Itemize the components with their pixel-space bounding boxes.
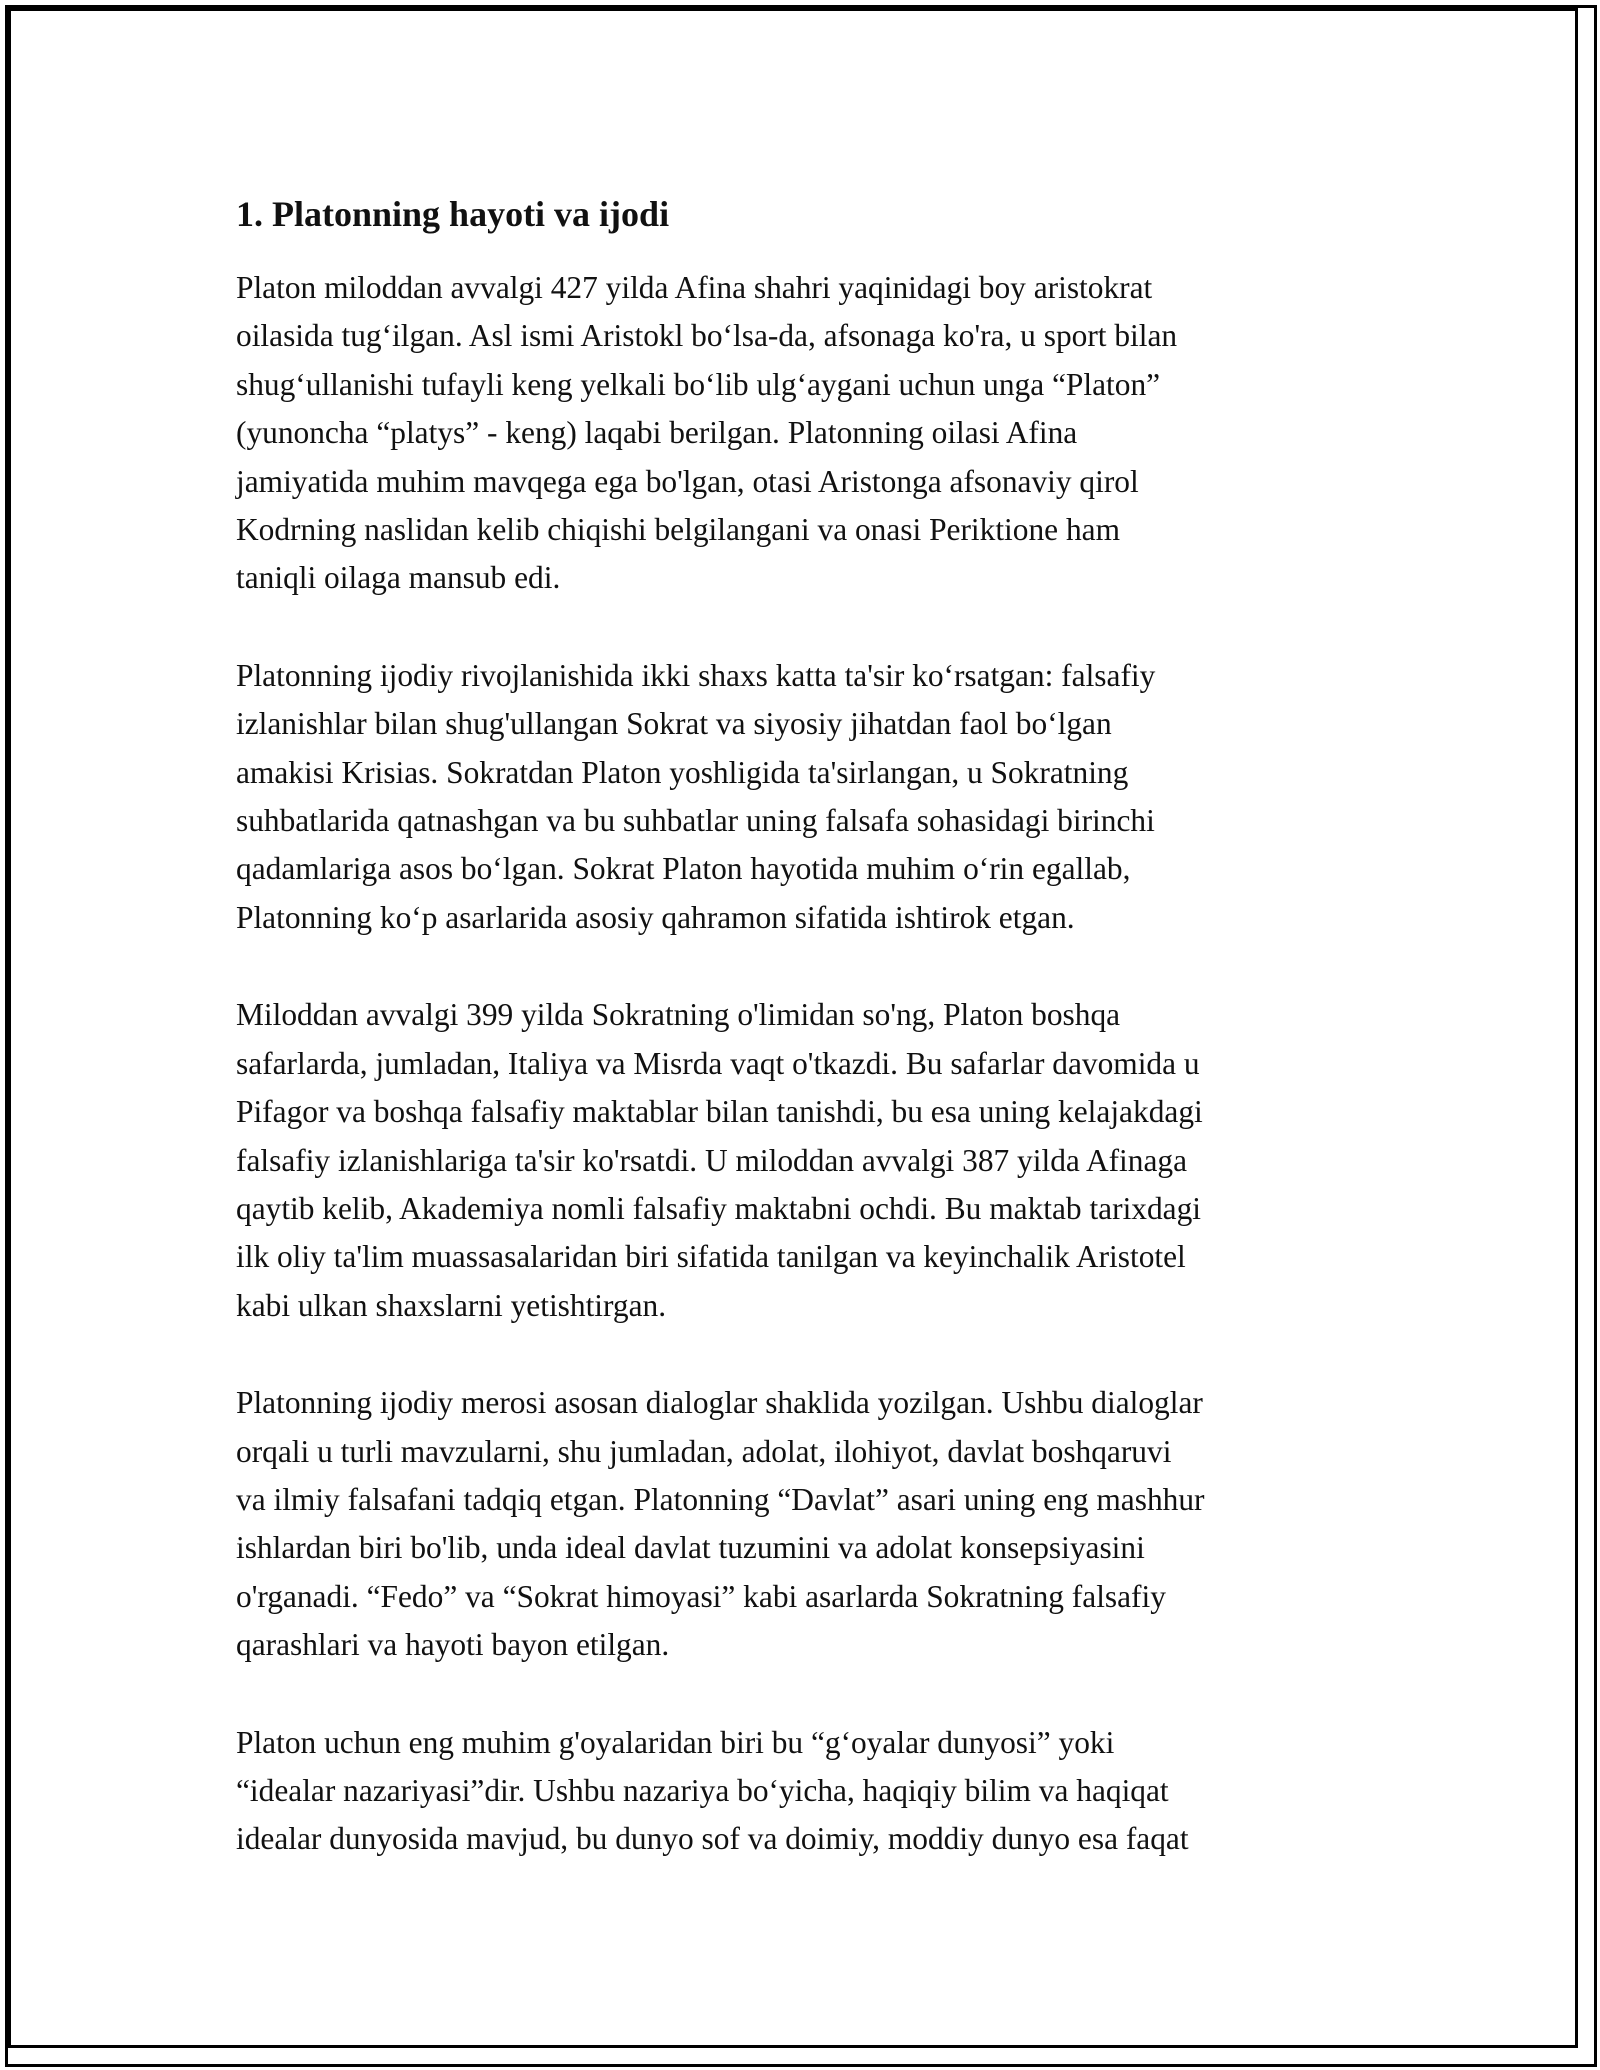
paragraph-2: Platonning ijodiy rivojlanishida ikki shaxs katta ta'sir ko‘rsatgan: falsafiy izlanishlar bilan shug'ullangan Sokrat va siyosiy jihatdan faol bo‘lgan amakisi Krisias. Sokratdan Platon yoshligida ta'sirlangan, u Sokratning suhbatlarida qatnashgan va bu suhbatlar uning falsafa sohasidagi birinchi qadamlariga asos bo‘lgan. Sokrat Platon hayotida muhim o‘rin egallab, Platonning ko‘p asarlarida asosiy qahramon sifatida ishtirok etgan. <box>236 657 1156 935</box>
paragraph-5: Platon uchun eng muhim g'oyalaridan biri bu “g‘oyalar dunyosi” yoki “idealar nazariyasi”dir. Ushbu nazariya bo‘yicha, haqiqiy bilim va haqiqat idealar dunyosida mavjud, bu dunyo sof va doimiy, moddiy dunyo esa faqat <box>236 1724 1189 1857</box>
paragraph-4: Platonning ijodiy merosi asosan dialoglar shaklida yozilgan. Ushbu dialoglar orqali u turli mavzularni, shu jumladan, adolat, ilohiyot, davlat boshqaruvi va ilmiy falsafani tadqiq etgan. Platonning “Davlat” asari uning eng mashhur ishlardan biri bo'lib, unda ideal davlat tuzumini va adolat konsepsiyasini o'rganadi. “Fedo” va “Sokrat himoyasi” kabi asarlarda Sokratning falsafiy qarashlari va hayoti bayon etilgan. <box>236 1385 1205 1663</box>
paragraph-3: Miloddan avvalgi 399 yilda Sokratning o'limidan so'ng, Platon boshqa safarlarda, jumladan, Italiya va Misrda vaqt o'tkazdi. Bu safarlar davomida u Pifagor va boshqa falsafiy maktablar bilan tanishdi, bu esa uning kelajakdagi falsafiy izlanishlariga ta'sir ko'rsatdi. U miloddan avvalgi 387 yilda Afinaga qaytib kelib, Akademiya nomli falsafiy maktabni ochdi. Bu maktab tarixdagi ilk oliy ta'lim muassasalaridan biri sifatida tanilgan va keyinchalik Aristotel kabi ulkan shaxslarni yetishtirgan. <box>236 997 1203 1323</box>
paragraph-1: Platon miloddan avvalgi 427 yilda Afina shahri yaqinidagi boy aristokrat oilasida tug‘ilgan. Asl ismi Aristokl bo‘lsa-da, afsonaga ko'ra, u sport bilan shug‘ullanishi tufayli keng yelkali bo‘lib ulg‘aygani uchun unga “Platon” (yunoncha “platys” - keng) laqabi berilgan. Platonning oilasi Afina jamiyatida muhim mavqega ega bo'lgan, otasi Aristonga afsonaviy qirol Kodrning naslidan kelib chiqishi belgilangani va onasi Periktione ham taniqli oilaga mansub edi. <box>236 270 1178 596</box>
section-heading: 1. Platonning hayoti va ijodi <box>236 194 670 234</box>
document-body <box>236 185 1386 1913</box>
